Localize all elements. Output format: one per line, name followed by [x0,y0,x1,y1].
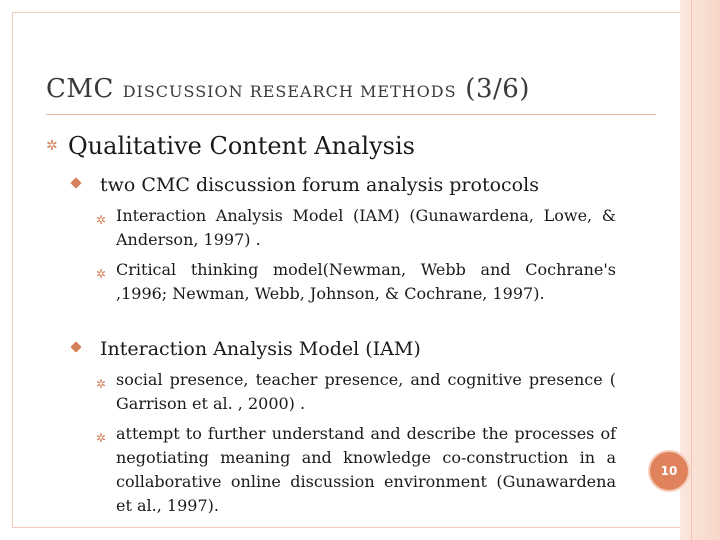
title-underline [46,114,656,115]
bullet-level1 [46,132,415,160]
bullet-level3-text: Critical thinking model(Newman, Webb and Cochrane's ,1996; Newman, Webb, Johnson, & Cochrane, 1997). [116,260,616,303]
gear-icon: ✲ [96,267,107,281]
bullet-level3 [96,204,616,252]
gear-icon: ✲ [96,213,107,227]
page-number-badge: 10 [648,450,690,492]
slide-title [46,74,530,104]
gear-icon: ✲ [96,377,107,391]
bullet-level2 [72,338,421,360]
bullet-level2-text: Interaction Analysis Model (IAM) [100,338,421,360]
side-band-line [691,0,692,540]
bullet-level3-text: attempt to further understand and describe the processes of negotiating meaning and knowledge co-construction in a collaborative online discussion environment (Gunawardena et al., 1997). [116,424,616,515]
bullet-level3 [96,368,616,416]
title-suffix: (3/6) [456,74,530,104]
bullet-level3-text: social presence, teacher presence, and cognitive presence ( Garrison et al. , 2000) . [116,370,616,413]
title-main: CMC [46,74,123,104]
bullet-level2-text: two CMC discussion forum analysis protocols [100,174,539,196]
bullet-level1-text: Qualitative Content Analysis [68,132,415,160]
bullet-level3 [96,258,616,306]
bullet-level3 [96,422,616,518]
gear-icon: ✲ [46,138,58,154]
bullet-level2 [72,174,539,196]
diamond-icon [70,177,81,188]
title-small-caps: DISCUSSION RESEARCH METHODS [122,82,457,101]
bullet-level3-text: Interaction Analysis Model (IAM) (Gunawardena, Lowe, & Anderson, 1997) . [116,206,616,249]
diamond-icon [70,341,81,352]
gear-icon: ✲ [96,431,107,445]
